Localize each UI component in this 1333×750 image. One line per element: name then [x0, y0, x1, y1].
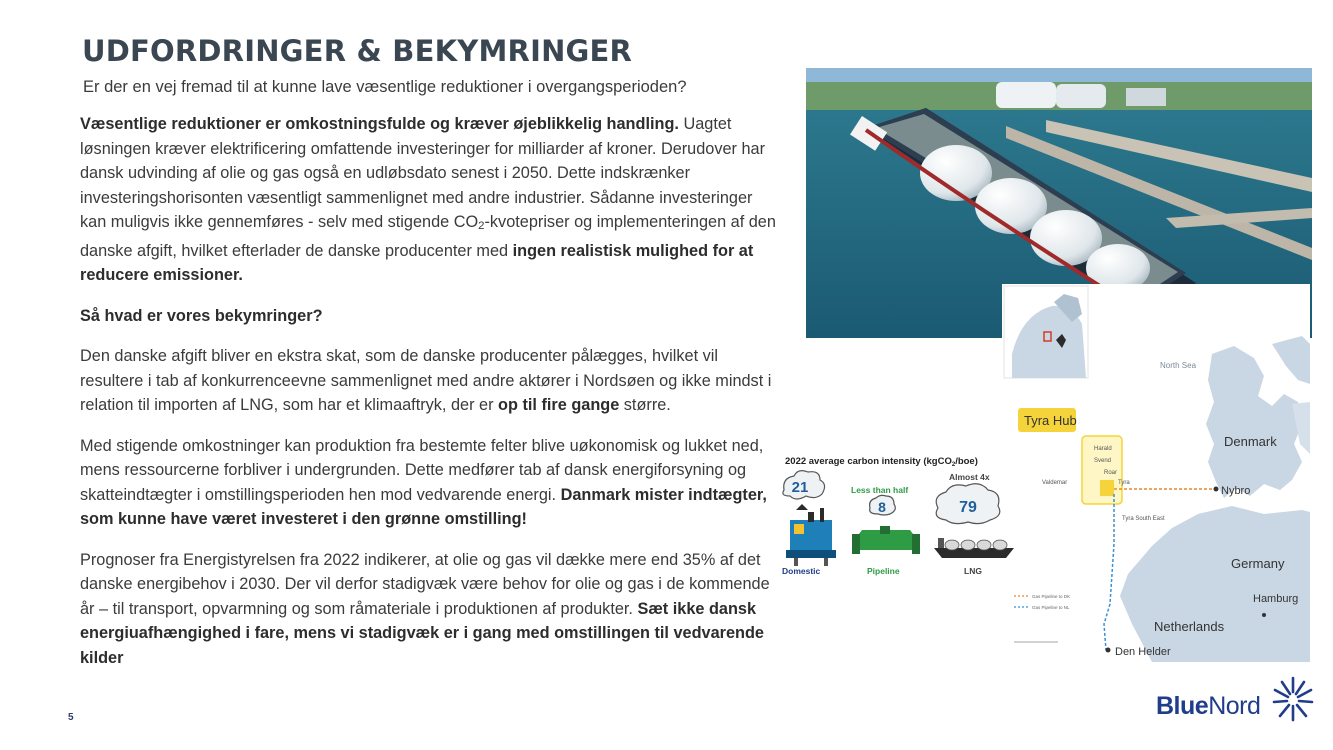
pipeline-value: 8 [878, 499, 886, 515]
co2-subscript: 2 [478, 220, 485, 232]
legend-nl: Gas Pipeline to NL [1032, 605, 1070, 610]
paragraph-forecast-text: Prognoser fra Energistyrelsen fra 2022 indikerer, at olie og gas vil dække mere end 35% af det danske energibehov i 2030. Der vil derfor stadigvæk være behov for olie og gas i de kommende år – til transport, opvarmning og som råmateriale i produktionen af produkter. [80, 550, 770, 618]
bluenord-star-icon [1272, 676, 1314, 722]
pipeline-caption: Less than half [851, 485, 909, 495]
paragraph-cost-bold: Væsentlige reduktioner er omkostningsfulde og kræver øjeblikkelig handling. [80, 115, 679, 133]
concerns-heading: Så hvad er vores bekymringer? [80, 306, 323, 325]
label-roar: Roar [1104, 470, 1118, 476]
north-sea-map [1002, 284, 1310, 662]
bluenord-wordmark: BlueNord [1156, 692, 1261, 720]
lng-label: LNG [964, 566, 982, 576]
carbon-intensity-infographic [776, 450, 1016, 582]
paragraph-costs-text: Med stigende omkostninger kan produktion fra bestemte felter blive uøkonomisk og lukket ned, mens ressourcerne forbliver i undergrunden. Dette medfører tab af dansk energiforsyning og skatteindtægter i omstillingsperioden hen mod vedvarende energi. [80, 436, 764, 504]
paragraph-tax-text-b: større. [619, 396, 671, 414]
pipeline-icon [852, 526, 920, 554]
pipeline-map [1002, 284, 1310, 662]
paragraph-cost [80, 112, 780, 288]
bluenord-logo [1156, 676, 1316, 722]
paragraph-cost-text-a: Uagtet løsningen kræver elektrificering omfattende investeringer for milliarder af kroner. Derudover har dansk udvinding af olie og gas også en udløbsdato senest i 2050. Dette indskrænker investeringshorisonten væsentligt sammenlignet med andre industrier. Sådanne investeringer kan muligvis ikke gennemføres - selv med stigende CO [80, 115, 766, 231]
label-harald: Harald [1094, 446, 1112, 452]
paragraph-cost-text-b: -kvotepriser og implementeringen af den danske afgift, hvilket efterlader de danske producenter med [80, 213, 776, 260]
lng-value: 79 [959, 499, 977, 516]
label-tyra: Tyra [1118, 480, 1130, 486]
paragraph-cost-bold-end: ingen realistisk mulighed for at reducere emissioner. [80, 241, 754, 284]
lng-caption: Almost 4x [949, 472, 990, 482]
domestic-label: Domestic [782, 566, 821, 576]
legend-dk: Gas Pipeline to DK [1032, 594, 1071, 599]
paragraph-costs-bold: Danmark mister indtægter, som kunne have været investeret i den grønne omstilling! [80, 485, 767, 528]
slide-subtitle: Er der en vej fremad til at kunne lave væsentlige reduktioner i overgangsperioden? [83, 78, 687, 96]
paragraph-concerns-heading [80, 304, 780, 329]
slide-title: UDFORDRINGER & BEKYMRINGER [82, 34, 633, 68]
intensity-title: 2022 average carbon intensity (kgCO$_2$/boe) [785, 456, 978, 468]
label-nybro: Nybro [1221, 485, 1251, 497]
carbon-intensity-graphic [776, 450, 1016, 582]
label-den-helder: Den Helder [1115, 646, 1171, 658]
page-number: 5 [68, 712, 74, 723]
label-denmark: Denmark [1224, 434, 1277, 449]
body-text [80, 112, 780, 670]
paragraph-tax-text-a: Den danske afgift bliver en ekstra skat, som de danske producenter pålægges, hvilket vil resultere i tab af konkurrenceevne sammenlignet med andre aktører i Nordsøen og ikke mindst i relation til importen af LNG, som har et klimaaftryk, der er [80, 347, 772, 414]
label-germany: Germany [1231, 556, 1285, 571]
label-svend: Svend [1094, 458, 1112, 464]
label-hamburg: Hamburg [1253, 593, 1299, 605]
pipeline-label: Pipeline [867, 566, 900, 576]
label-valdemar: Valdemar [1042, 480, 1068, 486]
label-north-sea: North Sea [1160, 361, 1197, 370]
paragraph-forecast-bold: Sæt ikke dansk energiuafhængighed i fare, mens vi stadigvæk er i gang med omstillingen til vedvarende kilder [80, 599, 764, 667]
paragraph-costs-rising [80, 434, 780, 532]
domestic-value: 21 [791, 479, 809, 496]
tyra-hub-label: Tyra Hub [1024, 413, 1077, 428]
label-tyra-south-east: Tyra South East [1122, 516, 1165, 522]
label-netherlands: Netherlands [1154, 619, 1225, 634]
paragraph-forecast [80, 548, 780, 671]
paragraph-tax-bold: op til fire gange [498, 396, 620, 414]
paragraph-tax [80, 344, 780, 418]
